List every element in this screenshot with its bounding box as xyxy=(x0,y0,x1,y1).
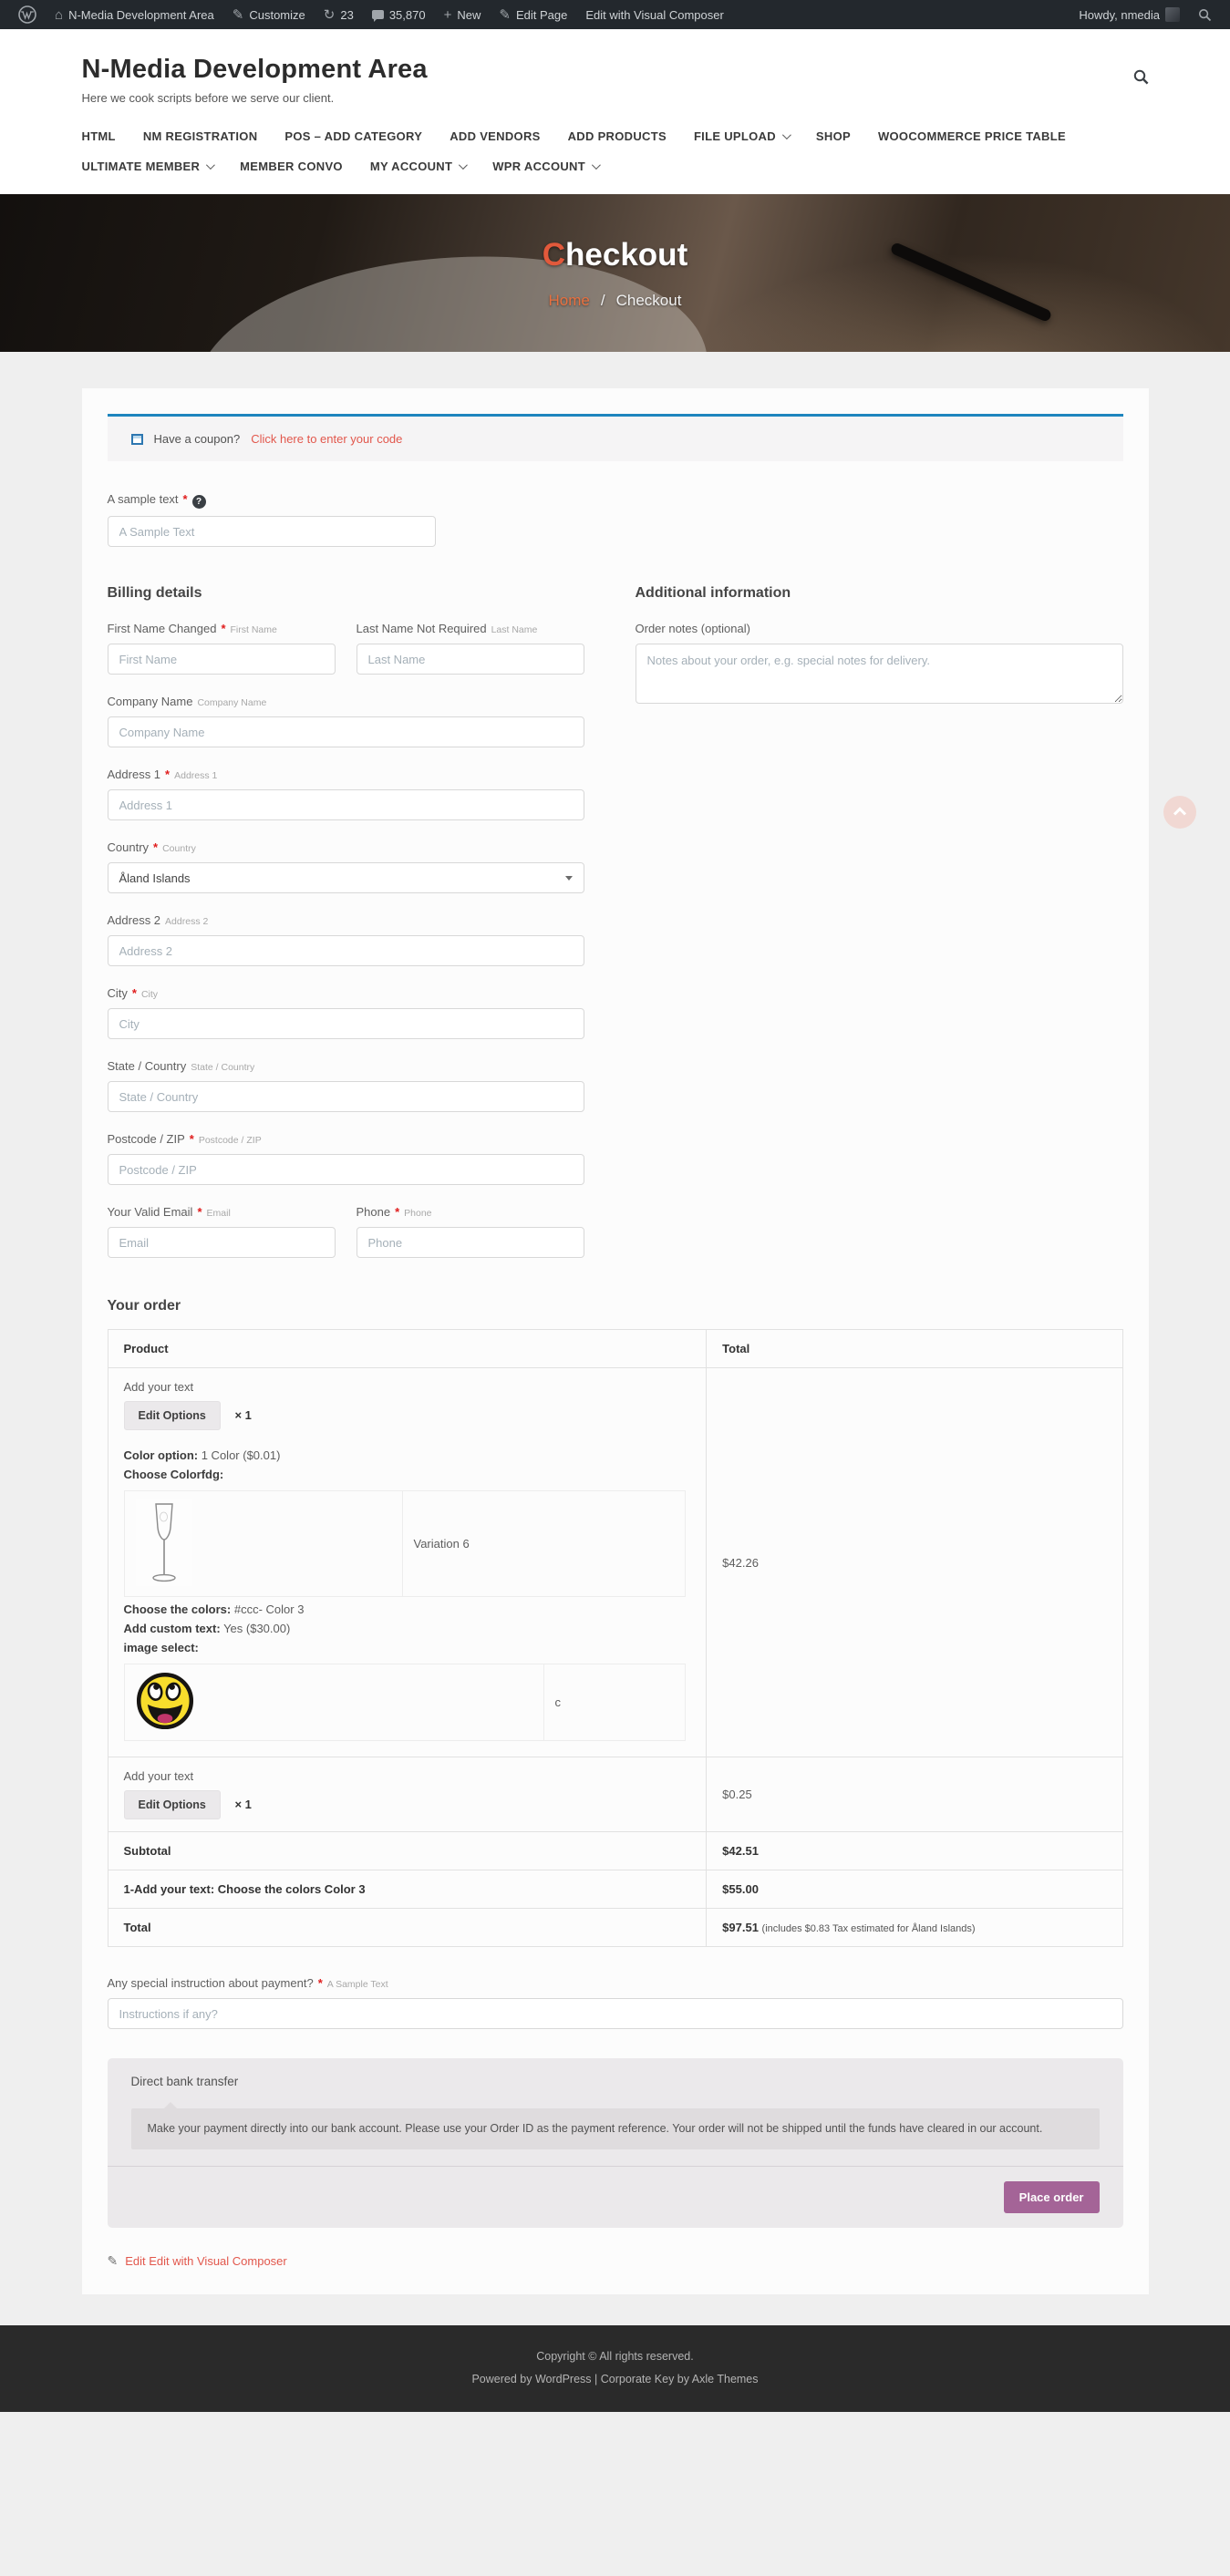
comment-count: 35,870 xyxy=(388,7,426,22)
quantity-label: × 1 xyxy=(234,1798,252,1811)
product-column-header: Product xyxy=(108,1330,707,1368)
admin-bar-comments[interactable] xyxy=(365,0,433,29)
payment-instruction-label: Any special instruction about payment? xyxy=(107,1976,314,1990)
nav-label: POS – ADD CATEGORY xyxy=(284,129,423,143)
option-value: 1 Color ($0.01) xyxy=(201,1448,281,1462)
page-main xyxy=(0,352,1230,2325)
option-colors xyxy=(124,1602,691,1616)
nav-label: WPR ACCOUNT xyxy=(492,160,585,173)
site-header xyxy=(0,29,1230,194)
state-hint: State / Country xyxy=(191,1062,255,1073)
admin-bar-search[interactable] xyxy=(1191,0,1219,29)
address2-field-group xyxy=(108,913,618,966)
image-select-value: c xyxy=(543,1664,685,1741)
howdy-label: Howdy, nmedia xyxy=(1079,7,1160,22)
order-review-table xyxy=(108,1329,1123,1947)
page-title-rest: heckout xyxy=(565,236,688,273)
city-hint: City xyxy=(140,989,159,1000)
option-colorfdg xyxy=(124,1468,691,1481)
product-name: Add your text xyxy=(123,1769,194,1783)
selected-image-cell xyxy=(124,1664,543,1741)
admin-bar-edit-vc[interactable] xyxy=(578,0,731,29)
fee-value: $55.00 xyxy=(707,1870,1122,1909)
edit-vc-label: Edit with Visual Composer xyxy=(585,7,724,22)
postcode-label: Postcode / ZIP xyxy=(107,1132,185,1146)
required-mark: * xyxy=(131,986,137,1000)
subtotal-label: Subtotal xyxy=(108,1832,707,1870)
admin-bar-site-label: N-Media Development Area xyxy=(68,7,214,22)
admin-bar-updates[interactable] xyxy=(316,0,361,29)
option-label: Choose Colorfdg: xyxy=(123,1468,224,1481)
subtotal-row xyxy=(108,1832,1122,1870)
option-color xyxy=(124,1448,691,1462)
email-hint: Email xyxy=(206,1208,231,1219)
country-selected-value: Åland Islands xyxy=(119,871,191,885)
smiley-face-image xyxy=(136,1672,194,1730)
order-notes-label: Order notes (optional) xyxy=(635,622,750,635)
edit-options-button[interactable]: Edit Options xyxy=(124,1401,221,1430)
new-label: New xyxy=(457,7,481,22)
address2-hint: Address 2 xyxy=(165,916,209,927)
option-label: Add custom text: xyxy=(123,1622,221,1635)
fee-row xyxy=(108,1870,1122,1909)
payment-method-description: Make your payment directly into our bank account. Please use your Order ID as the payment reference. Your order will not be shipped until the funds have cleared in our account. xyxy=(131,2108,1100,2149)
nav-label: ADD PRODUCTS xyxy=(567,129,667,143)
phone-hint: Phone xyxy=(404,1208,432,1219)
chevron-down-icon xyxy=(565,876,573,881)
edit-with-vc-link[interactable] xyxy=(108,2253,1123,2269)
order-total-label: Total xyxy=(108,1909,707,1947)
country-label: Country xyxy=(107,840,150,854)
address1-field-group xyxy=(108,768,618,820)
country-hint: Country xyxy=(162,843,196,854)
required-mark: * xyxy=(182,492,188,506)
country-select[interactable] xyxy=(108,862,584,893)
chevron-down-icon xyxy=(592,160,601,170)
breadcrumb-current: Checkout xyxy=(615,291,682,309)
help-icon[interactable]: ? xyxy=(192,495,206,509)
payment-instruction-field-group xyxy=(108,1976,1123,2029)
first-name-hint: First Name xyxy=(230,624,277,635)
state-input[interactable] xyxy=(108,1081,584,1112)
phone-field[interactable] xyxy=(357,1227,584,1258)
wine-glass-image xyxy=(136,1499,192,1586)
edit-page-label: Edit Page xyxy=(515,7,568,22)
page-hero-banner xyxy=(0,194,1230,352)
payment-instruction-hint: A Sample Text xyxy=(326,1979,388,1990)
admin-bar-edit-page[interactable] xyxy=(491,0,574,29)
updates-icon: ↻ xyxy=(323,6,336,23)
option-label: Color option: xyxy=(123,1448,199,1462)
postcode-field-group xyxy=(108,1132,618,1185)
nav-item-file-upload[interactable] xyxy=(694,121,789,151)
country-field-group xyxy=(108,840,618,893)
order-total-tax-note: (includes $0.83 Tax estimated for Åland Islands) xyxy=(761,1923,976,1934)
line-item-total: $42.26 xyxy=(707,1368,1122,1757)
required-mark: * xyxy=(189,1132,194,1146)
product-name: Add your text xyxy=(123,1380,194,1394)
company-field-group xyxy=(108,695,618,747)
company-input[interactable] xyxy=(108,716,584,747)
coupon-notice xyxy=(108,414,1123,461)
option-label: Choose the colors: xyxy=(123,1602,232,1616)
nav-item-woocommerce-price-table[interactable] xyxy=(878,121,1066,151)
address1-label: Address 1 xyxy=(107,768,161,781)
last-name-label: Last Name Not Required xyxy=(356,622,487,635)
footer-credits[interactable]: Powered by WordPress | Corporate Key by Axle Themes xyxy=(471,2372,759,2385)
address1-hint: Address 1 xyxy=(174,770,218,781)
sample-text-input[interactable] xyxy=(108,516,436,547)
breadcrumb xyxy=(549,292,682,310)
phone-field-group xyxy=(357,1205,584,1258)
wordpress-logo-icon[interactable] xyxy=(11,0,44,29)
place-order-button[interactable]: Place order xyxy=(1004,2181,1100,2213)
admin-bar-new[interactable] xyxy=(437,0,489,29)
required-mark: * xyxy=(197,1205,202,1219)
nav-item-add-products[interactable] xyxy=(568,121,667,151)
wordpress-logo-icon xyxy=(18,5,36,24)
option-label: image select: xyxy=(123,1641,199,1654)
scroll-to-top-button[interactable] xyxy=(1163,796,1196,829)
state-field-group xyxy=(108,1059,618,1112)
edit-link-label: Edit Edit with Visual Composer xyxy=(125,2254,287,2269)
city-label: City xyxy=(107,986,128,1000)
city-field-group xyxy=(108,986,618,1039)
address1-input[interactable] xyxy=(108,789,584,820)
page-title-first-letter: C xyxy=(542,236,566,273)
payment-instruction-input[interactable] xyxy=(108,1998,1123,2029)
footer-copyright: Copyright © All rights reserved. xyxy=(536,2350,694,2364)
company-hint: Company Name xyxy=(197,697,267,708)
last-name-field-group xyxy=(357,622,584,675)
option-value: Yes ($30.00) xyxy=(223,1622,291,1635)
site-tagline: Here we cook scripts before we serve our client. xyxy=(81,91,335,105)
avatar xyxy=(1165,7,1180,22)
nav-item-member-convo[interactable] xyxy=(240,151,343,181)
email-field[interactable] xyxy=(108,1227,336,1258)
postcode-input[interactable] xyxy=(108,1154,584,1185)
payment-methods-section xyxy=(108,2058,1123,2228)
search-icon xyxy=(1133,69,1149,85)
comments-icon xyxy=(372,10,384,19)
line-item-total: $0.25 xyxy=(707,1757,1122,1832)
pencil-icon: ✎ xyxy=(499,6,511,23)
city-input[interactable] xyxy=(108,1008,584,1039)
sample-text-label: A sample text xyxy=(107,492,179,506)
nav-item-nm-registration[interactable] xyxy=(143,121,258,151)
subtotal-value: $42.51 xyxy=(707,1832,1122,1870)
admin-bar-customize[interactable] xyxy=(225,0,313,29)
variation-sub-table xyxy=(124,1490,686,1597)
total-row xyxy=(108,1909,1122,1947)
variation-image-cell xyxy=(124,1491,402,1597)
required-mark: * xyxy=(395,1205,400,1219)
admin-bar-site-name[interactable] xyxy=(47,0,222,29)
chevron-down-icon xyxy=(206,160,215,170)
breadcrumb-separator: / xyxy=(600,291,605,309)
billing-details-section xyxy=(108,585,618,1258)
wp-admin-bar xyxy=(0,0,1230,29)
nav-label: MY ACCOUNT xyxy=(369,160,453,173)
required-mark: * xyxy=(317,1976,323,1990)
coupon-text: Have a coupon? xyxy=(153,432,241,446)
payment-method-bank-transfer[interactable]: Direct bank transfer xyxy=(130,2075,239,2088)
search-icon xyxy=(1198,8,1212,22)
home-icon: ⌂ xyxy=(55,6,64,23)
plus-icon: + xyxy=(443,6,452,23)
main-nav xyxy=(82,121,1149,194)
coupon-toggle-link[interactable]: Click here to enter your code xyxy=(251,432,403,446)
nav-item-ultimate-member[interactable] xyxy=(82,151,213,181)
nav-label: MEMBER CONVO xyxy=(240,160,343,173)
first-name-field-group xyxy=(108,622,336,675)
address2-input[interactable] xyxy=(108,935,584,966)
customize-label: Customize xyxy=(249,7,305,22)
site-title[interactable]: N-Media Development Area xyxy=(81,55,428,84)
address2-label: Address 2 xyxy=(107,913,161,927)
nav-label: ULTIMATE MEMBER xyxy=(81,160,201,173)
table-row xyxy=(108,1368,1122,1757)
nav-label: WOOCOMMERCE PRICE TABLE xyxy=(877,129,1066,143)
total-column-header: Total xyxy=(707,1330,1122,1368)
update-count: 23 xyxy=(340,7,354,22)
option-value: #ccc- Color 3 xyxy=(233,1602,305,1616)
first-name-input[interactable] xyxy=(108,644,336,675)
nav-label: NM REGISTRATION xyxy=(142,129,258,143)
state-label: State / Country xyxy=(107,1059,187,1073)
required-mark: * xyxy=(221,622,226,635)
chevron-up-icon xyxy=(1173,807,1186,819)
nav-item-wpr-account[interactable] xyxy=(492,151,598,181)
last-name-hint: Last Name xyxy=(491,624,538,635)
nav-item-my-account[interactable] xyxy=(370,151,465,181)
coupon-info-icon xyxy=(131,434,143,445)
email-field-group xyxy=(108,1205,336,1258)
required-mark: * xyxy=(165,768,171,781)
image-select-sub-table xyxy=(124,1664,686,1741)
nav-label: FILE UPLOAD xyxy=(693,129,776,143)
last-name-input[interactable] xyxy=(357,644,584,675)
quantity-label: × 1 xyxy=(234,1408,252,1422)
nav-label: HTML xyxy=(81,129,116,143)
option-custom-text xyxy=(124,1622,691,1635)
order-total-value: $97.51 xyxy=(722,1921,759,1934)
option-image-select xyxy=(124,1641,691,1654)
postcode-hint: Postcode / ZIP xyxy=(198,1135,262,1146)
sample-text-field-group xyxy=(108,492,1123,547)
billing-heading: Billing details xyxy=(107,585,202,601)
fee-label: 1-Add your text: Choose the colors Color 3 xyxy=(108,1870,707,1909)
chevron-down-icon xyxy=(459,160,468,170)
first-name-label: First Name Changed xyxy=(107,622,217,635)
order-notes-field-group xyxy=(636,622,1123,708)
nav-item-add-vendors[interactable] xyxy=(450,121,540,151)
chevron-down-icon xyxy=(782,130,791,139)
admin-bar-account[interactable] xyxy=(1071,0,1187,29)
edit-options-button[interactable]: Edit Options xyxy=(124,1790,221,1819)
table-row xyxy=(108,1757,1122,1832)
edit-icon: ✎ xyxy=(107,2253,119,2269)
nav-label: SHOP xyxy=(815,129,851,143)
required-mark: * xyxy=(153,840,159,854)
nav-item-html[interactable] xyxy=(82,121,116,151)
customize-icon: ✎ xyxy=(232,6,244,23)
phone-label: Phone xyxy=(356,1205,391,1219)
additional-heading: Additional information xyxy=(635,585,791,601)
breadcrumb-home-link[interactable]: Home xyxy=(548,291,590,309)
email-label: Your Valid Email xyxy=(107,1205,193,1219)
variation-name: Variation 6 xyxy=(402,1491,685,1597)
page-title xyxy=(543,237,687,273)
site-footer xyxy=(0,2325,1230,2412)
company-label: Company Name xyxy=(107,695,193,708)
order-notes-textarea[interactable] xyxy=(636,644,1123,704)
nav-item-shop[interactable] xyxy=(816,121,851,151)
header-search-button[interactable] xyxy=(1133,69,1149,89)
nav-item-pos-add-category[interactable] xyxy=(284,121,422,151)
your-order-heading: Your order xyxy=(107,1298,181,1314)
nav-label: ADD VENDORS xyxy=(450,129,541,143)
checkout-card xyxy=(82,388,1149,2294)
additional-information-section xyxy=(636,585,1123,1258)
